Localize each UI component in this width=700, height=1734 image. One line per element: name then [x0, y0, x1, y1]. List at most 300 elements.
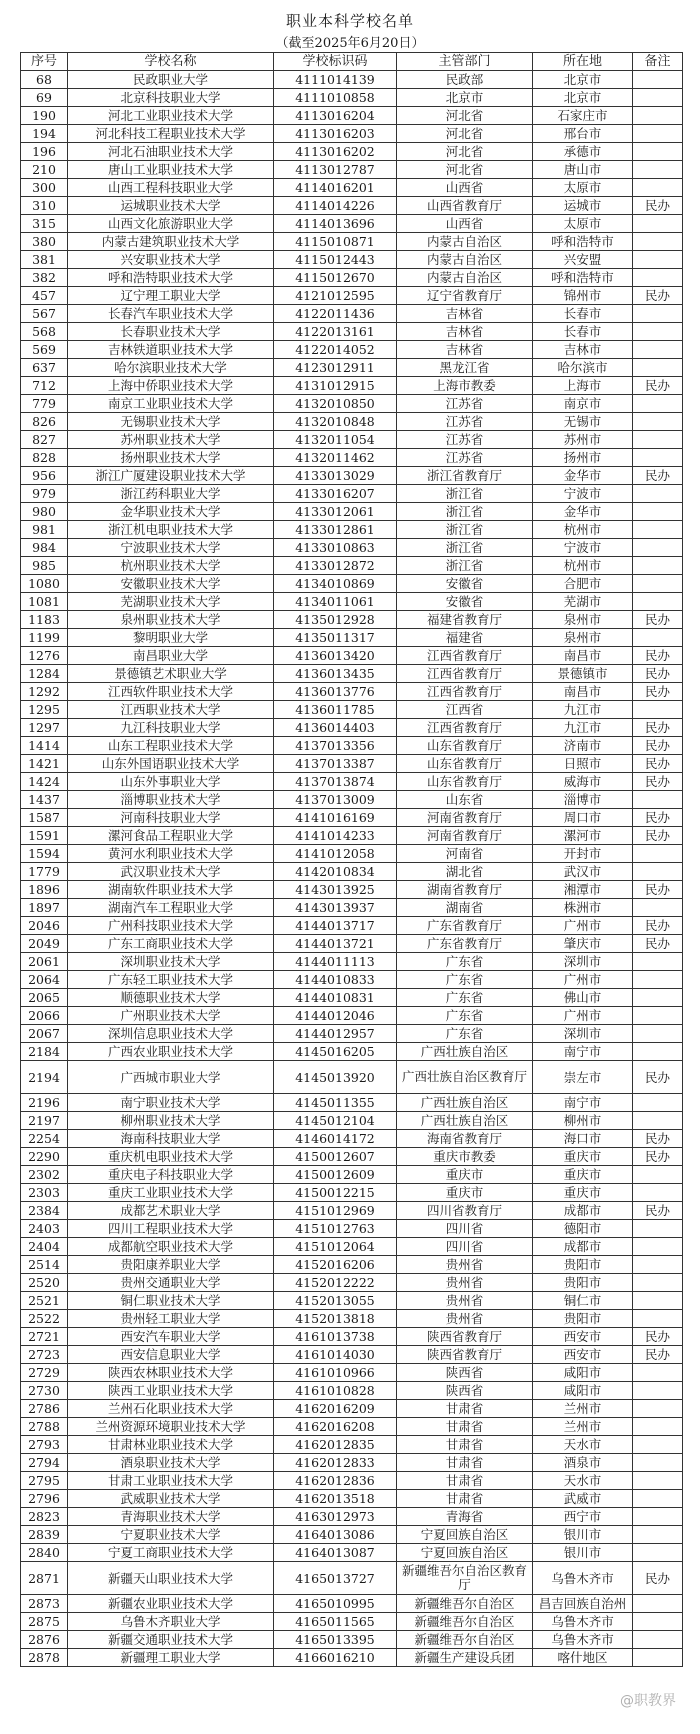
cell-index: 2403 — [21, 1220, 68, 1238]
table-row — [21, 71, 683, 89]
cell-location: 兰州市 — [533, 1400, 633, 1418]
cell-school-code: 4136011785 — [274, 701, 397, 719]
cell-school-code: 4137013009 — [274, 791, 397, 809]
cell-remark — [633, 359, 683, 377]
cell-remark — [633, 1382, 683, 1400]
page-title: 职业本科学校名单 — [285, 12, 414, 30]
cell-school-name: 呼和浩特职业技术大学 — [68, 269, 274, 287]
cell-index: 1284 — [21, 665, 68, 683]
cell-school-name: 陕西工业职业技术大学 — [68, 1382, 274, 1400]
cell-school-name: 兴安职业技术大学 — [68, 251, 274, 269]
table-row — [21, 1061, 683, 1094]
cell-department: 广东省教育厅 — [397, 935, 533, 953]
table-row — [21, 341, 683, 359]
cell-department: 江苏省 — [397, 395, 533, 413]
cell-location: 呼和浩特市 — [533, 233, 633, 251]
cell-remark — [633, 485, 683, 503]
cell-department: 新疆维吾尔自治区教育厅 — [397, 1562, 533, 1595]
cell-remark — [633, 413, 683, 431]
cell-index: 2302 — [21, 1166, 68, 1184]
cell-department: 宁夏回族自治区 — [397, 1526, 533, 1544]
cell-school-name: 北京科技职业大学 — [68, 89, 274, 107]
cell-location: 芜湖市 — [533, 593, 633, 611]
cell-school-code: 4162012833 — [274, 1454, 397, 1472]
cell-school-name: 贵阳康养职业大学 — [68, 1256, 274, 1274]
cell-location: 西安市 — [533, 1346, 633, 1364]
table-row — [21, 521, 683, 539]
cell-remark — [633, 323, 683, 341]
cell-school-name: 江西职业技术大学 — [68, 701, 274, 719]
cell-index: 310 — [21, 197, 68, 215]
cell-index: 1292 — [21, 683, 68, 701]
cell-school-name: 深圳职业技术大学 — [68, 953, 274, 971]
cell-index: 827 — [21, 431, 68, 449]
cell-department: 新疆维吾尔自治区 — [397, 1631, 533, 1649]
cell-school-code: 4151012969 — [274, 1202, 397, 1220]
cell-location: 喀什地区 — [533, 1649, 633, 1667]
cell-department: 山东省教育厅 — [397, 755, 533, 773]
cell-remark — [633, 1544, 683, 1562]
table-row — [21, 467, 683, 485]
cell-school-name: 重庆工业职业技术大学 — [68, 1184, 274, 1202]
cell-index: 196 — [21, 143, 68, 161]
table-row — [21, 773, 683, 791]
cell-remark — [633, 953, 683, 971]
cell-remark: 民办 — [633, 611, 683, 629]
cell-location: 泉州市 — [533, 611, 633, 629]
cell-school-name: 运城职业技术大学 — [68, 197, 274, 215]
cell-location: 咸阳市 — [533, 1382, 633, 1400]
cell-school-code: 4164013087 — [274, 1544, 397, 1562]
table-row — [21, 359, 683, 377]
cell-school-name: 顺德职业技术大学 — [68, 989, 274, 1007]
cell-remark — [633, 1274, 683, 1292]
table-row — [21, 809, 683, 827]
cell-school-code: 4134010869 — [274, 575, 397, 593]
cell-remark: 民办 — [633, 719, 683, 737]
table-row — [21, 179, 683, 197]
cell-index: 2840 — [21, 1544, 68, 1562]
cell-location: 重庆市 — [533, 1184, 633, 1202]
cell-school-name: 哈尔滨职业技术大学 — [68, 359, 274, 377]
cell-remark: 民办 — [633, 683, 683, 701]
cell-department: 吉林省 — [397, 323, 533, 341]
table-row — [21, 899, 683, 917]
cell-index: 1591 — [21, 827, 68, 845]
cell-index: 457 — [21, 287, 68, 305]
cell-index: 2730 — [21, 1382, 68, 1400]
school-table — [20, 52, 683, 1667]
cell-department: 浙江省教育厅 — [397, 467, 533, 485]
cell-location: 广州市 — [533, 1007, 633, 1025]
cell-school-code: 4146014172 — [274, 1130, 397, 1148]
cell-remark — [633, 1025, 683, 1043]
cell-department: 江苏省 — [397, 431, 533, 449]
cell-department: 宁夏回族自治区 — [397, 1544, 533, 1562]
cell-school-name: 上海中侨职业技术大学 — [68, 377, 274, 395]
table-row — [21, 305, 683, 323]
cell-school-code: 4114013696 — [274, 215, 397, 233]
cell-school-name: 芜湖职业技术大学 — [68, 593, 274, 611]
cell-location: 泉州市 — [533, 629, 633, 647]
cell-department: 贵州省 — [397, 1310, 533, 1328]
cell-department: 广西壮族自治区 — [397, 1112, 533, 1130]
cell-index: 190 — [21, 107, 68, 125]
cell-department: 内蒙古自治区 — [397, 269, 533, 287]
cell-remark: 民办 — [633, 827, 683, 845]
cell-school-code: 4164013086 — [274, 1526, 397, 1544]
table-row — [21, 233, 683, 251]
cell-remark: 民办 — [633, 1328, 683, 1346]
cell-remark — [633, 1490, 683, 1508]
cell-school-code: 4161010966 — [274, 1364, 397, 1382]
cell-index: 1594 — [21, 845, 68, 863]
cell-school-code: 4137013356 — [274, 737, 397, 755]
cell-index: 2873 — [21, 1595, 68, 1613]
table-row — [21, 1202, 683, 1220]
cell-remark — [633, 1364, 683, 1382]
cell-location: 贵阳市 — [533, 1274, 633, 1292]
cell-location: 吉林市 — [533, 341, 633, 359]
cell-location: 杭州市 — [533, 557, 633, 575]
cell-school-code: 4150012215 — [274, 1184, 397, 1202]
cell-location: 肇庆市 — [533, 935, 633, 953]
cell-location: 西宁市 — [533, 1508, 633, 1526]
cell-index: 828 — [21, 449, 68, 467]
cell-school-code: 4113016202 — [274, 143, 397, 161]
table-row — [21, 251, 683, 269]
cell-index: 1183 — [21, 611, 68, 629]
header-location: 所在地 — [533, 53, 633, 71]
cell-school-code: 4162016208 — [274, 1418, 397, 1436]
cell-index: 2786 — [21, 1400, 68, 1418]
cell-school-code: 4135012928 — [274, 611, 397, 629]
cell-remark: 民办 — [633, 773, 683, 791]
cell-remark — [633, 1310, 683, 1328]
cell-department: 山西省 — [397, 179, 533, 197]
table-row — [21, 629, 683, 647]
cell-department: 广东省教育厅 — [397, 917, 533, 935]
cell-location: 乌鲁木齐市 — [533, 1631, 633, 1649]
cell-department: 民政部 — [397, 71, 533, 89]
cell-index: 2067 — [21, 1025, 68, 1043]
cell-school-name: 景德镇艺术职业大学 — [68, 665, 274, 683]
cell-department: 甘肃省 — [397, 1454, 533, 1472]
cell-school-code: 4150012607 — [274, 1148, 397, 1166]
cell-department: 内蒙古自治区 — [397, 233, 533, 251]
cell-school-code: 4145013920 — [274, 1061, 397, 1094]
cell-index: 2520 — [21, 1274, 68, 1292]
cell-location: 威海市 — [533, 773, 633, 791]
cell-school-name: 漯河食品工程职业大学 — [68, 827, 274, 845]
cell-department: 青海省 — [397, 1508, 533, 1526]
cell-school-name: 南昌职业大学 — [68, 647, 274, 665]
cell-index: 2878 — [21, 1649, 68, 1667]
cell-department: 广东省 — [397, 1025, 533, 1043]
cell-department: 贵州省 — [397, 1256, 533, 1274]
cell-index: 2384 — [21, 1202, 68, 1220]
cell-school-name: 广西农业职业技术大学 — [68, 1043, 274, 1061]
table-row — [21, 1562, 683, 1595]
cell-location: 杭州市 — [533, 521, 633, 539]
cell-remark — [633, 1526, 683, 1544]
cell-school-code: 4113016204 — [274, 107, 397, 125]
table-row — [21, 665, 683, 683]
cell-school-code: 4135011317 — [274, 629, 397, 647]
cell-location: 唐山市 — [533, 161, 633, 179]
cell-remark — [633, 161, 683, 179]
cell-location: 柳州市 — [533, 1112, 633, 1130]
header-school-code: 学校标识码 — [274, 53, 397, 71]
cell-school-code: 4113012787 — [274, 161, 397, 179]
cell-remark — [633, 791, 683, 809]
cell-department: 广西壮族自治区教育厅 — [397, 1061, 533, 1094]
cell-department: 福建省教育厅 — [397, 611, 533, 629]
cell-school-code: 4141014233 — [274, 827, 397, 845]
cell-department: 辽宁省教育厅 — [397, 287, 533, 305]
cell-remark — [633, 233, 683, 251]
cell-remark — [633, 845, 683, 863]
table-row — [21, 1292, 683, 1310]
cell-school-code: 4165013727 — [274, 1562, 397, 1595]
cell-school-code: 4114016201 — [274, 179, 397, 197]
cell-school-code: 4152012222 — [274, 1274, 397, 1292]
cell-index: 2723 — [21, 1346, 68, 1364]
cell-school-name: 兰州资源环境职业技术大学 — [68, 1418, 274, 1436]
cell-location: 南昌市 — [533, 647, 633, 665]
cell-location: 湘潭市 — [533, 881, 633, 899]
cell-department: 广西壮族自治区 — [397, 1094, 533, 1112]
cell-school-code: 4122013161 — [274, 323, 397, 341]
cell-school-name: 陕西农林职业技术大学 — [68, 1364, 274, 1382]
cell-location: 广州市 — [533, 971, 633, 989]
cell-index: 980 — [21, 503, 68, 521]
cell-school-name: 山东工程职业技术大学 — [68, 737, 274, 755]
cell-index: 1421 — [21, 755, 68, 773]
cell-location: 九江市 — [533, 701, 633, 719]
cell-location: 兰州市 — [533, 1418, 633, 1436]
cell-index: 2514 — [21, 1256, 68, 1274]
cell-remark — [633, 125, 683, 143]
cell-department: 广东省 — [397, 989, 533, 1007]
cell-index: 300 — [21, 179, 68, 197]
cell-index: 2521 — [21, 1292, 68, 1310]
cell-location: 银川市 — [533, 1526, 633, 1544]
cell-remark: 民办 — [633, 935, 683, 953]
cell-department: 山东省教育厅 — [397, 773, 533, 791]
cell-remark — [633, 1400, 683, 1418]
cell-school-code: 4162013518 — [274, 1490, 397, 1508]
cell-location: 西安市 — [533, 1328, 633, 1346]
cell-school-name: 黄河水利职业技术大学 — [68, 845, 274, 863]
cell-school-name: 广州科技职业技术大学 — [68, 917, 274, 935]
cell-school-code: 4144011113 — [274, 953, 397, 971]
cell-school-name: 柳州职业技术大学 — [68, 1112, 274, 1130]
table-row — [21, 557, 683, 575]
page-subtitle: （截至2025年6月20日） — [275, 36, 425, 51]
cell-department: 北京市 — [397, 89, 533, 107]
cell-location: 呼和浩特市 — [533, 269, 633, 287]
cell-department: 四川省教育厅 — [397, 1202, 533, 1220]
cell-location: 铜仁市 — [533, 1292, 633, 1310]
cell-index: 68 — [21, 71, 68, 89]
cell-school-name: 广西城市职业大学 — [68, 1061, 274, 1094]
cell-remark — [633, 89, 683, 107]
table-row — [21, 1613, 683, 1631]
cell-index: 2823 — [21, 1508, 68, 1526]
cell-department: 甘肃省 — [397, 1436, 533, 1454]
cell-remark: 民办 — [633, 197, 683, 215]
cell-remark: 民办 — [633, 1346, 683, 1364]
table-row — [21, 737, 683, 755]
cell-school-code: 4115012670 — [274, 269, 397, 287]
cell-location: 九江市 — [533, 719, 633, 737]
cell-department: 山西省 — [397, 215, 533, 233]
cell-index: 2404 — [21, 1238, 68, 1256]
cell-department: 安徽省 — [397, 575, 533, 593]
table-row — [21, 1490, 683, 1508]
table-row — [21, 1364, 683, 1382]
cell-index: 1587 — [21, 809, 68, 827]
cell-index: 567 — [21, 305, 68, 323]
table-row — [21, 1328, 683, 1346]
cell-remark — [633, 431, 683, 449]
cell-location: 成都市 — [533, 1202, 633, 1220]
cell-index: 1297 — [21, 719, 68, 737]
cell-department: 浙江省 — [397, 503, 533, 521]
cell-school-code: 4163012973 — [274, 1508, 397, 1526]
cell-index: 2793 — [21, 1436, 68, 1454]
table-row — [21, 971, 683, 989]
cell-department: 山西省教育厅 — [397, 197, 533, 215]
cell-location: 无锡市 — [533, 413, 633, 431]
cell-school-code: 4151012763 — [274, 1220, 397, 1238]
cell-school-code: 4136013776 — [274, 683, 397, 701]
cell-school-code: 4122011436 — [274, 305, 397, 323]
cell-school-name: 南宁职业技术大学 — [68, 1094, 274, 1112]
cell-index: 2876 — [21, 1631, 68, 1649]
cell-location: 宁波市 — [533, 485, 633, 503]
cell-school-name: 金华职业技术大学 — [68, 503, 274, 521]
cell-index: 2729 — [21, 1364, 68, 1382]
cell-location: 运城市 — [533, 197, 633, 215]
cell-location: 佛山市 — [533, 989, 633, 1007]
cell-school-name: 广州职业技术大学 — [68, 1007, 274, 1025]
cell-department: 浙江省 — [397, 557, 533, 575]
cell-remark: 民办 — [633, 467, 683, 485]
cell-location: 合肥市 — [533, 575, 633, 593]
cell-index: 568 — [21, 323, 68, 341]
cell-index: 2254 — [21, 1130, 68, 1148]
table-row — [21, 701, 683, 719]
cell-remark: 民办 — [633, 881, 683, 899]
cell-location: 昌吉回族自治州 — [533, 1595, 633, 1613]
cell-department: 湖南省教育厅 — [397, 881, 533, 899]
cell-school-name: 甘肃工业职业技术大学 — [68, 1472, 274, 1490]
cell-remark — [633, 629, 683, 647]
cell-index: 1896 — [21, 881, 68, 899]
cell-school-code: 4132011054 — [274, 431, 397, 449]
cell-department: 山东省教育厅 — [397, 737, 533, 755]
cell-school-code: 4133012061 — [274, 503, 397, 521]
table-row — [21, 719, 683, 737]
cell-school-name: 重庆机电职业技术大学 — [68, 1148, 274, 1166]
cell-department: 甘肃省 — [397, 1418, 533, 1436]
cell-department: 海南省教育厅 — [397, 1130, 533, 1148]
table-row — [21, 89, 683, 107]
header-department: 主管部门 — [397, 53, 533, 71]
watermark: @职教界 — [620, 1693, 676, 1709]
table-row — [21, 1166, 683, 1184]
cell-school-name: 重庆电子科技职业大学 — [68, 1166, 274, 1184]
cell-department: 安徽省 — [397, 593, 533, 611]
cell-department: 湖南省 — [397, 899, 533, 917]
cell-school-code: 4121012595 — [274, 287, 397, 305]
cell-department: 四川省 — [397, 1220, 533, 1238]
cell-remark — [633, 341, 683, 359]
cell-department: 重庆市教委 — [397, 1148, 533, 1166]
cell-location: 乌鲁木齐市 — [533, 1562, 633, 1595]
cell-school-name: 民政职业大学 — [68, 71, 274, 89]
cell-remark — [633, 1292, 683, 1310]
cell-department: 江西省教育厅 — [397, 665, 533, 683]
cell-index: 985 — [21, 557, 68, 575]
cell-index: 1081 — [21, 593, 68, 611]
cell-school-name: 浙江机电职业技术大学 — [68, 521, 274, 539]
cell-school-name: 贵州交通职业大学 — [68, 1274, 274, 1292]
table-row — [21, 1631, 683, 1649]
table-row — [21, 1274, 683, 1292]
cell-school-name: 湖南软件职业技术大学 — [68, 881, 274, 899]
cell-school-name: 江西软件职业技术大学 — [68, 683, 274, 701]
cell-department: 广东省 — [397, 971, 533, 989]
cell-remark — [633, 1472, 683, 1490]
cell-school-code: 4133013029 — [274, 467, 397, 485]
cell-school-name: 山西工程科技职业大学 — [68, 179, 274, 197]
cell-school-code: 4144012046 — [274, 1007, 397, 1025]
cell-remark: 民办 — [633, 377, 683, 395]
cell-school-code: 4144013717 — [274, 917, 397, 935]
table-row — [21, 1436, 683, 1454]
cell-remark — [633, 1184, 683, 1202]
cell-remark — [633, 557, 683, 575]
cell-remark: 民办 — [633, 1061, 683, 1094]
cell-school-name: 长春职业技术大学 — [68, 323, 274, 341]
cell-department: 甘肃省 — [397, 1472, 533, 1490]
cell-remark — [633, 539, 683, 557]
cell-school-code: 4162012836 — [274, 1472, 397, 1490]
cell-school-code: 4145011355 — [274, 1094, 397, 1112]
cell-remark — [633, 593, 683, 611]
cell-school-name: 贵州轻工职业大学 — [68, 1310, 274, 1328]
cell-school-name: 苏州职业技术大学 — [68, 431, 274, 449]
cell-location: 石家庄市 — [533, 107, 633, 125]
cell-school-name: 广东轻工职业技术大学 — [68, 971, 274, 989]
table-row — [21, 377, 683, 395]
table-row — [21, 215, 683, 233]
cell-location: 天水市 — [533, 1472, 633, 1490]
cell-location: 兴安盟 — [533, 251, 633, 269]
cell-department: 上海市教委 — [397, 377, 533, 395]
cell-remark — [633, 1454, 683, 1472]
table-row — [21, 863, 683, 881]
cell-index: 956 — [21, 467, 68, 485]
cell-location: 贵阳市 — [533, 1256, 633, 1274]
cell-school-name: 西安汽车职业大学 — [68, 1328, 274, 1346]
cell-index: 2303 — [21, 1184, 68, 1202]
cell-remark: 民办 — [633, 1562, 683, 1595]
table-row — [21, 647, 683, 665]
